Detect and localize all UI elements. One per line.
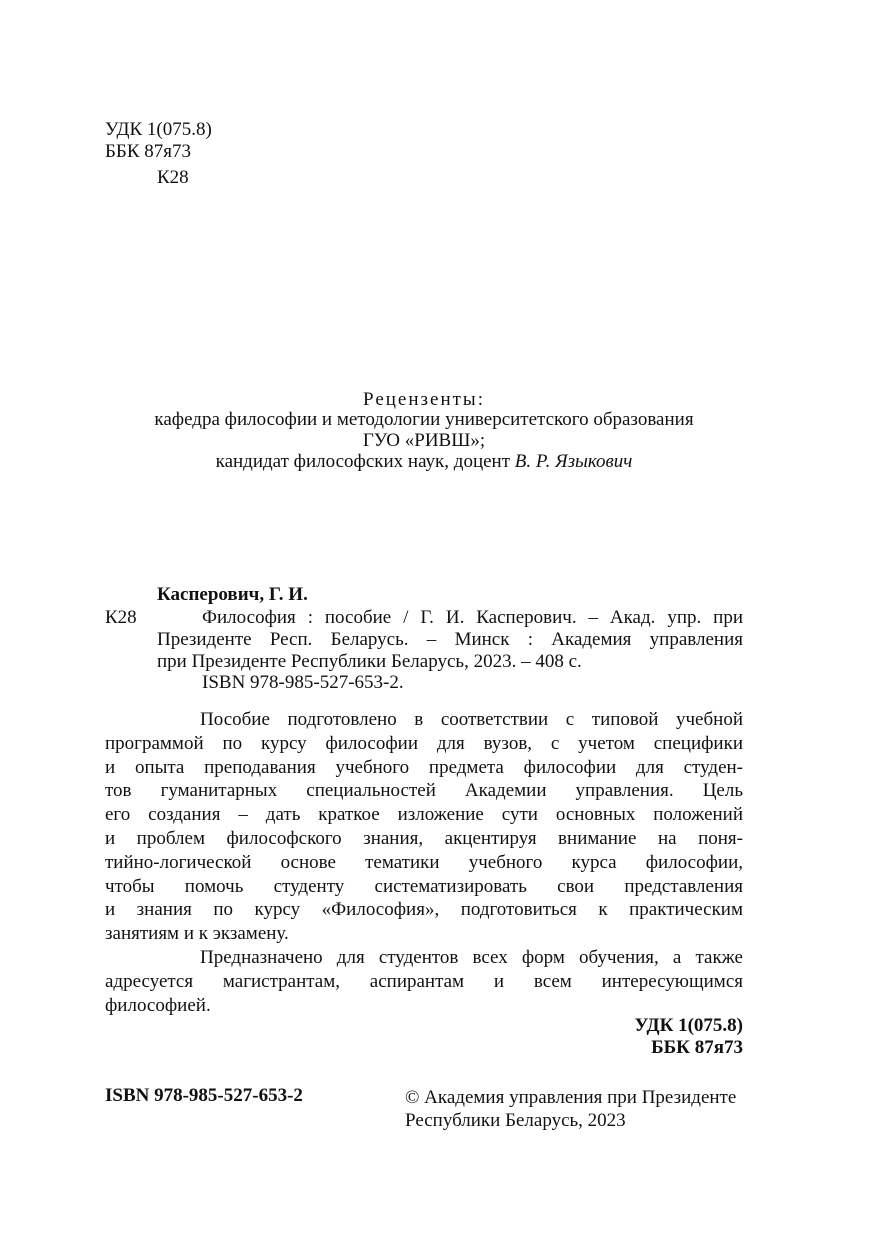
reviewer-2 xyxy=(105,451,743,473)
annotation-line: и проблем философского знания, акцентируя внимание на поня- xyxy=(105,828,743,849)
annotation-line: и опыта преподавания учебного предмета философии для студен- xyxy=(105,756,743,778)
catalog-line: Президенте Респ. Беларусь. – Минск : Академия управления xyxy=(157,629,743,650)
annotation-line: философией. xyxy=(105,994,211,1016)
copyright-line: © Академия управления при Президенте xyxy=(405,1087,737,1108)
annotation-line: тийно-логической основе тематики учебного курса философии, xyxy=(105,851,743,873)
footer-bbk: ББК 87я73 xyxy=(651,1037,743,1058)
footer-udk: УДК 1(075.8) xyxy=(634,1015,743,1036)
annotation-line: программой по курсу философии для вузов, с учетом специфики xyxy=(105,732,743,754)
reviewers-title: Рецензенты: xyxy=(363,389,485,410)
annotation-line: Предназначено для студентов всех форм обучения, а также xyxy=(200,947,743,968)
annotation-line: тов гуманитарных специальностей Академии управления. Цель xyxy=(105,780,743,802)
annotation-line: Пособие подготовлено в соответствии с типовой учебной xyxy=(200,709,743,730)
catalog-isbn: ISBN 978-985-527-653-2. xyxy=(202,672,404,693)
reviewer-2-name: В. Р. Языкович xyxy=(514,451,633,472)
reviewer-1-org: ГУО «РИВШ»; xyxy=(362,430,486,451)
reviewer-2-title: кандидат философских наук, доцент xyxy=(215,451,515,472)
annotation-line: и знания по курсу «Философия», подготовиться к практическим xyxy=(105,899,743,921)
catalog-author: Касперович, Г. И. xyxy=(157,584,308,605)
catalog-line: при Президенте Республики Беларусь, 2023. – 408 с. xyxy=(157,651,582,672)
footer-isbn: ISBN 978-985-527-653-2 xyxy=(105,1085,303,1106)
copyright-line: Республики Беларусь, 2023 xyxy=(405,1110,626,1131)
bbk-code: ББК 87я73 xyxy=(105,141,191,162)
annotation-line: чтобы помочь студенту систематизировать свои представления xyxy=(105,875,743,897)
udk-code: УДК 1(075.8) xyxy=(105,119,212,140)
reviewer-1: кафедра философии и методологии университетского образования xyxy=(154,409,694,430)
catalog-line: Философия : пособие / Г. И. Касперович. – Акад. упр. при xyxy=(202,607,743,628)
catalog-mark: К28 xyxy=(105,607,137,628)
annotation-line: адресуется магистрантам, аспирантам и всем интересующимся xyxy=(105,970,743,992)
author-mark: К28 xyxy=(157,167,189,188)
annotation-line: его создания – дать краткое изложение сути основных положений xyxy=(105,804,743,826)
annotation-line: занятиям и к экзамену. xyxy=(105,923,289,945)
